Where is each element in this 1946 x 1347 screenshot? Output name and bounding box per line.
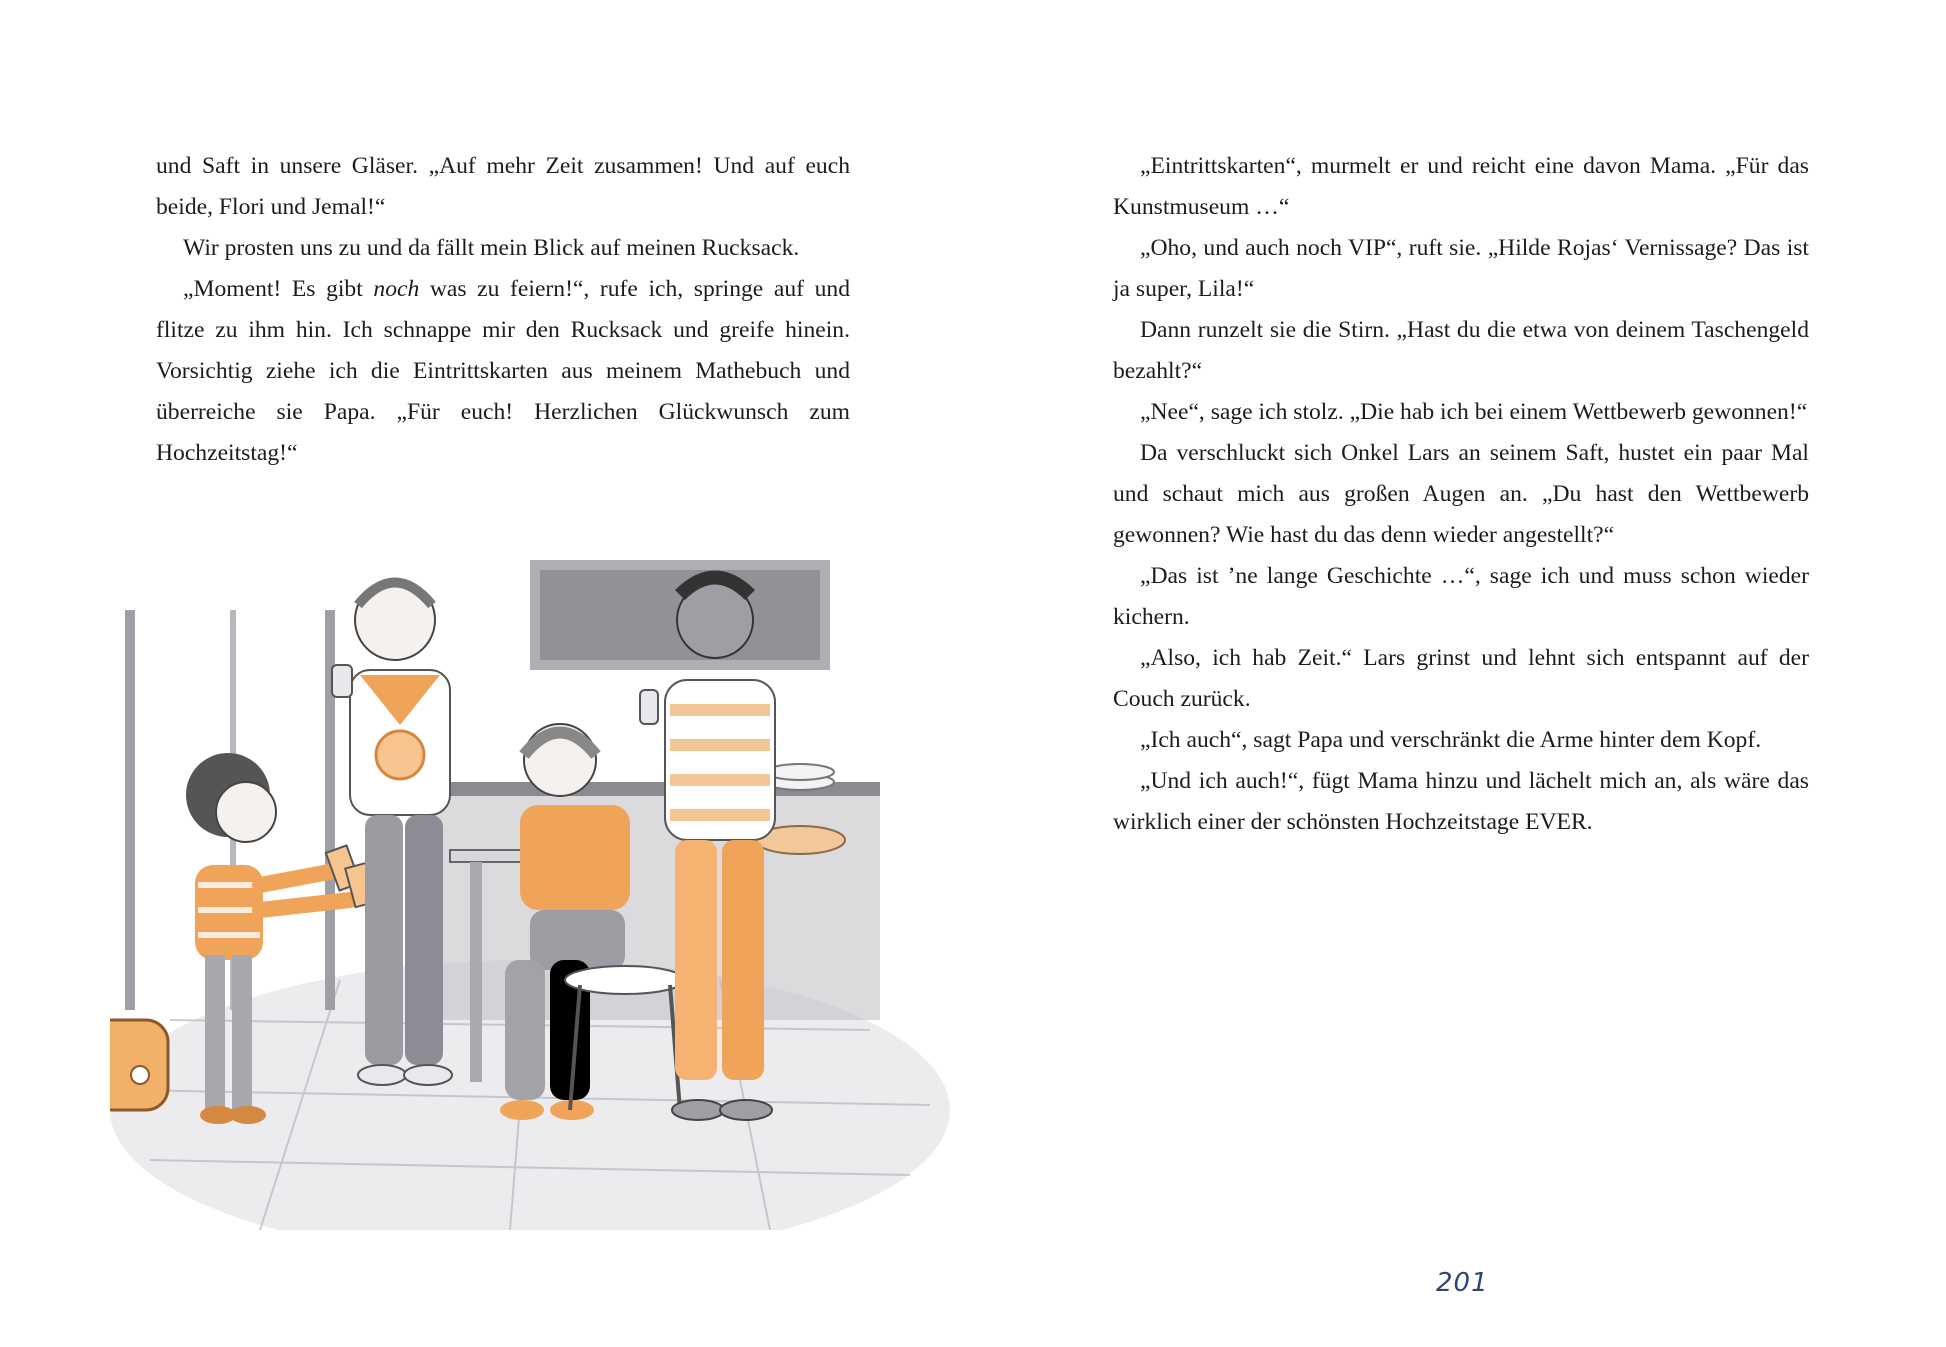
paragraph-text: „Ich auch“, sagt Papa und verschränkt die Arme hinter dem Kopf.	[1140, 727, 1762, 753]
right-page-text	[1113, 146, 1809, 843]
emphasis-text: noch	[373, 276, 420, 302]
paragraph	[156, 146, 850, 228]
paragraph-text: was zu feiern!“, rufe ich, springe auf und flitze zu ihm hin. Ich schnappe mir den Rucksack und greife hinein. Vorsichtig ziehe ich die Eintrittskarten aus meinem Mathebuch und überreiche sie Papa. „Für euch! Herzlichen Glückwunsch zum Hochzeitstag!“	[156, 276, 850, 466]
paragraph	[1113, 392, 1809, 433]
paragraph-text: „Nee“, sage ich stolz. „Die hab ich bei einem Wettbewerb gewonnen!“	[1140, 399, 1808, 425]
paragraph-text: „Moment! Es gibt	[183, 276, 374, 302]
paragraph	[1113, 310, 1809, 392]
paragraph	[1113, 146, 1809, 228]
party-illustration	[110, 550, 950, 1230]
paragraph	[1113, 228, 1809, 310]
paragraph	[1113, 433, 1809, 556]
paragraph-text: „Oho, und auch noch VIP“, ruft sie. „Hilde Rojas‘ Vernissage? Das ist ja super, Lila!“	[1113, 235, 1809, 302]
right-page	[973, 0, 1946, 1347]
paragraph	[156, 228, 850, 269]
paragraph-text: Wir prosten uns zu und da fällt mein Blick auf meinen Rucksack.	[183, 235, 800, 261]
paragraph	[1113, 556, 1809, 638]
paragraph-text: Da verschluckt sich Onkel Lars an seinem Saft, hustet ein paar Mal und schaut mich aus großen Augen an. „Du hast den Wettbewerb gewonnen? Wie hast du das denn wieder angestellt?“	[1113, 440, 1809, 548]
paragraph	[1113, 761, 1809, 843]
paragraph	[1113, 638, 1809, 720]
paragraph-text: „Das ist ’ne lange Geschichte …“, sage ich und muss schon wieder kichern.	[1113, 563, 1809, 630]
paragraph-text: „Also, ich hab Zeit.“ Lars grinst und lehnt sich entspannt auf der Couch zurück.	[1113, 645, 1809, 712]
left-page-text	[156, 146, 850, 474]
paragraph-text: „Eintrittskarten“, murmelt er und reicht eine davon Mama. „Für das Kunstmuseum …“	[1113, 153, 1809, 220]
paragraph	[156, 269, 850, 474]
paragraph-text: „Und ich auch!“, fügt Mama hinzu und lächelt mich an, als wäre das wirklich einer der schönsten Hochzeitstage EVER.	[1113, 768, 1809, 835]
paragraph-text: Dann runzelt sie die Stirn. „Hast du die etwa von deinem Taschengeld bezahlt?“	[1113, 317, 1809, 384]
page-number: 201	[1436, 1268, 1489, 1298]
paragraph	[1113, 720, 1809, 761]
paragraph-text: und Saft in unsere Gläser. „Auf mehr Zeit zusammen! Und auf euch beide, Flori und Jemal!“	[156, 153, 850, 220]
